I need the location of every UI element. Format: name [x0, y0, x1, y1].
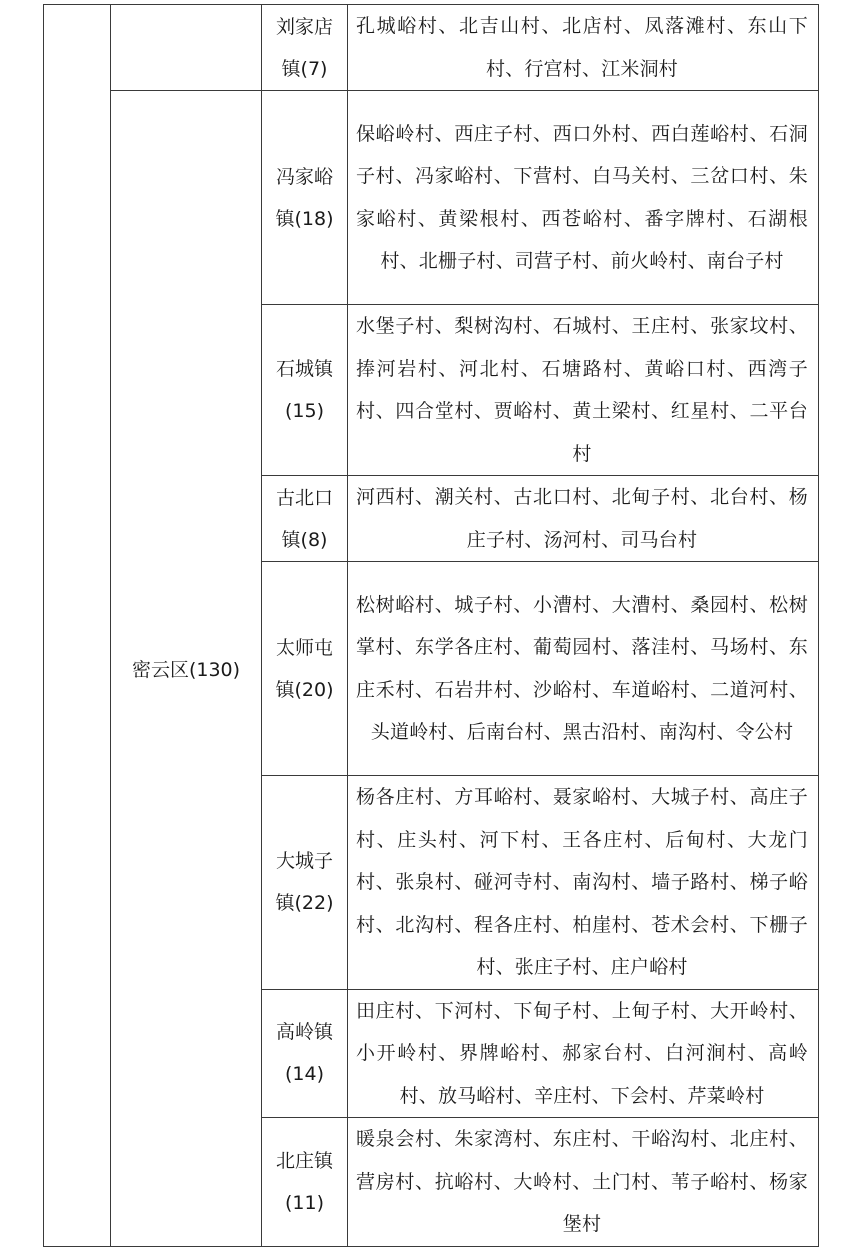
- town-cell: [262, 5, 348, 91]
- villages-cell: 松树峪村、城子村、小漕村、大漕村、桑园村、松树掌村、东学各庄村、葡萄园村、落洼村、马场村、东庄禾村、石岩井村、沙峪村、车道峪村、二道河村、头道岭村、后南台村、黑古沿村、南沟村、令公村: [348, 562, 819, 776]
- town-name: 石城镇: [275, 358, 333, 380]
- district-cell: 密云区(130): [111, 91, 262, 1247]
- town-name: 太师屯: [275, 636, 333, 659]
- town-count: 镇(7): [281, 57, 328, 80]
- village-table: [43, 4, 819, 1247]
- town-count: 镇(22): [275, 892, 334, 915]
- town-cell: [262, 1118, 348, 1247]
- villages-cell: 河西村、潮关村、古北口村、北甸子村、北台村、杨庄子村、汤河村、司马台村: [348, 476, 819, 562]
- villages-cell: 保峪岭村、西庄子村、西口外村、西白莲峪村、石洞子村、冯家峪村、下营村、白马关村、三岔口村、朱家峪村、黄梁根村、西苍峪村、番字牌村、石湖根村、北栅子村、司营子村、前火岭村、南台子村: [348, 91, 819, 305]
- town-count: (11): [284, 1191, 324, 1214]
- villages-cell: 田庄村、下河村、下甸子村、上甸子村、大开岭村、小开岭村、界牌峪村、郝家台村、白河涧村、高岭村、放马峪村、辛庄村、下会村、芹菜岭村: [348, 989, 819, 1118]
- town-name: 高岭镇: [275, 1021, 333, 1044]
- town-count: 镇(18): [275, 207, 334, 230]
- villages-cell: 杨各庄村、方耳峪村、聂家峪村、大城子村、高庄子村、庄头村、河下村、王各庄村、后甸村、大龙门村、张泉村、碰河寺村、南沟村、墙子路村、梯子峪村、北沟村、程各庄村、柏崖村、苍术会村、下栅子村、张庄子村、庄户峪村: [348, 776, 819, 990]
- town-name: 冯家峪: [275, 165, 333, 188]
- villages-cell: 暖泉会村、朱家湾村、东庄村、干峪沟村、北庄村、营房村、抗峪村、大岭村、土门村、苇子峪村、杨家堡村: [348, 1118, 819, 1247]
- town-cell: [262, 989, 348, 1118]
- town-cell: [262, 776, 348, 990]
- town-count: 镇(20): [275, 678, 334, 701]
- town-count: (15): [284, 400, 324, 422]
- town-cell: [262, 562, 348, 776]
- table-row: [44, 91, 819, 305]
- empty-cell: [44, 5, 111, 1247]
- town-cell: [262, 91, 348, 305]
- district-cell-blank: [111, 5, 262, 91]
- town-count: 镇(8): [281, 528, 328, 551]
- town-name: 刘家店: [275, 15, 333, 38]
- table-row: [44, 5, 819, 91]
- villages-cell: 孔城峪村、北吉山村、北店村、凤落滩村、东山下村、行宫村、江米洞村: [348, 5, 819, 91]
- town-count: (14): [284, 1063, 324, 1086]
- town-name: 古北口: [275, 486, 333, 509]
- town-cell: [262, 305, 348, 476]
- town-name: 北庄镇: [275, 1149, 333, 1172]
- town-name: 大城子: [275, 850, 333, 873]
- villages-cell: 水堡子村、梨树沟村、石城村、王庄村、张家坟村、捧河岩村、河北村、石塘路村、黄峪口村、西湾子村、四合堂村、贾峪村、黄土梁村、红星村、二平台村: [348, 305, 819, 476]
- town-cell: [262, 476, 348, 562]
